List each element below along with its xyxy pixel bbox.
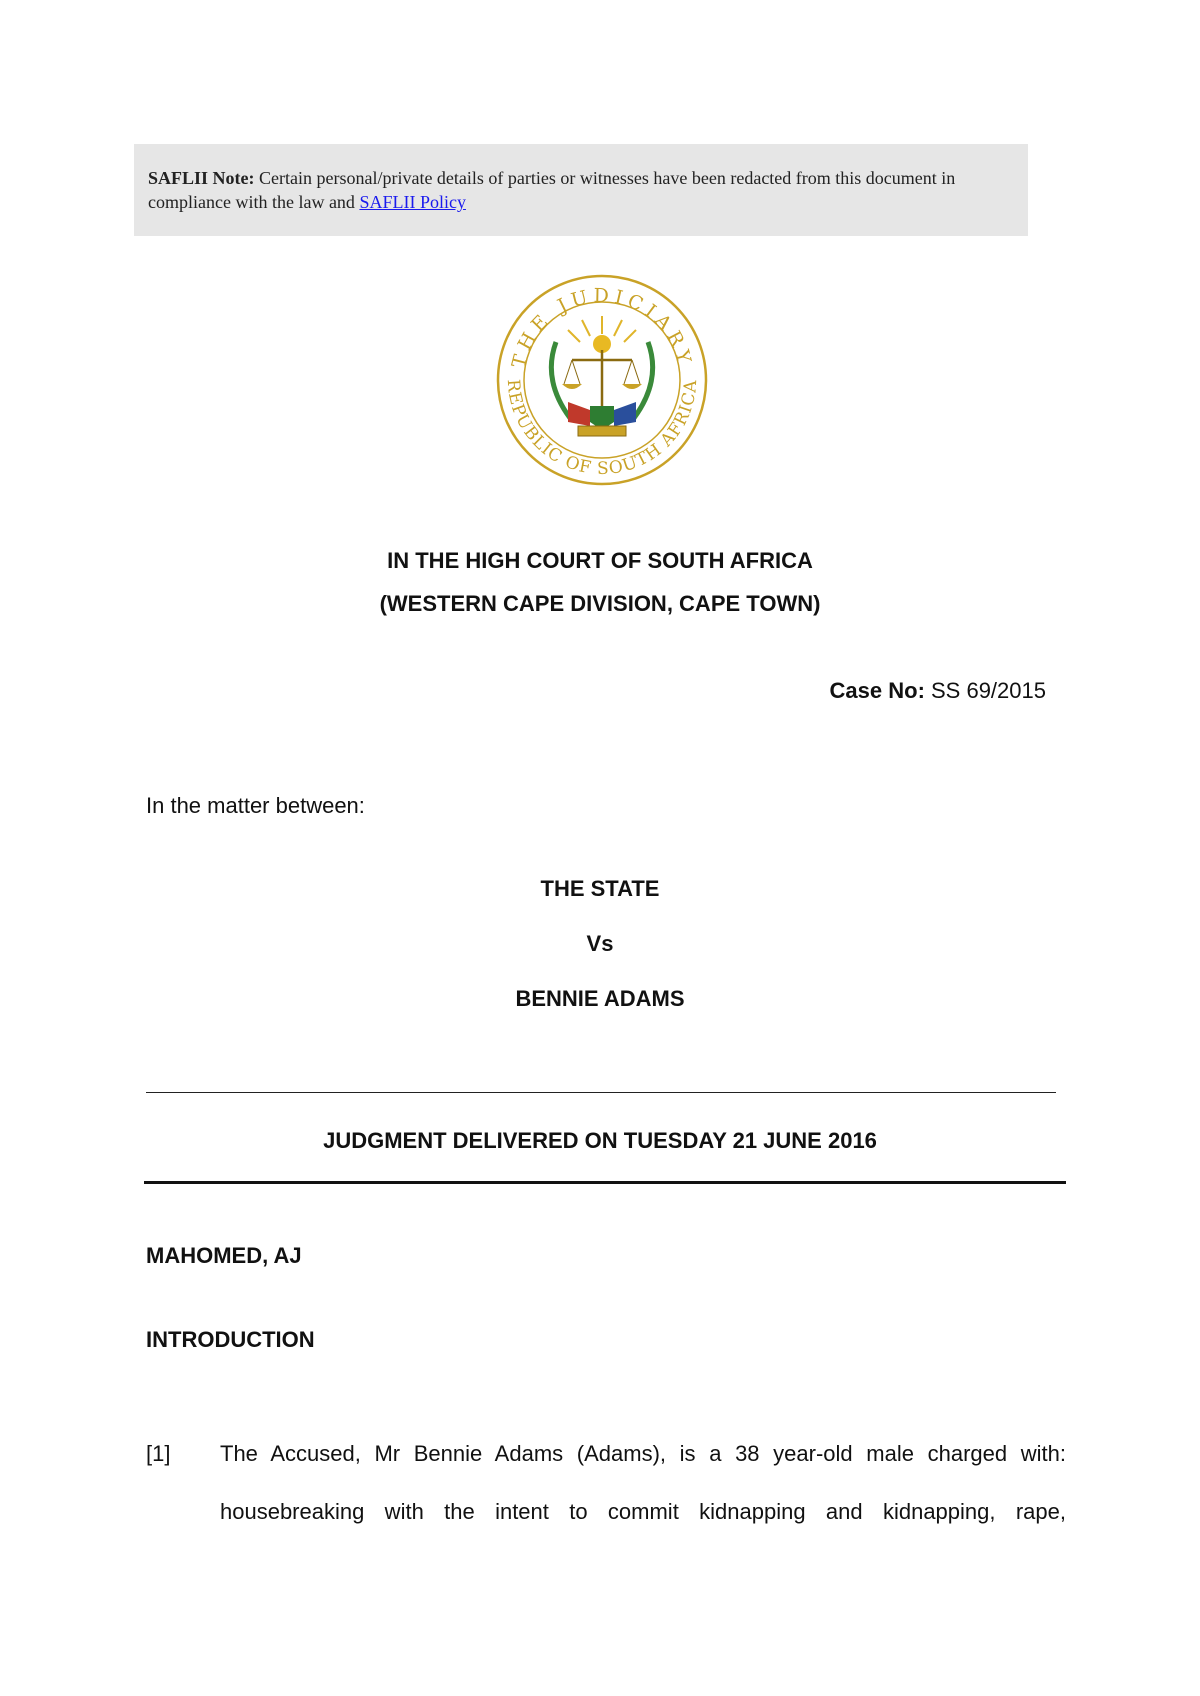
case-value: SS 69/2015 (924, 678, 1046, 703)
note-label: SAFLII Note: (148, 168, 255, 188)
paragraph-line-1: The Accused, Mr Bennie Adams (Adams), is a 38 year-old male charged with: (220, 1441, 1066, 1466)
saflii-note (134, 144, 1028, 236)
seal-top-text: THE JUDICIARY (507, 284, 697, 371)
case-label: Case No: (829, 678, 925, 703)
party-versus: Vs (586, 931, 614, 956)
section-heading: INTRODUCTION (146, 1327, 315, 1352)
saflii-policy-link[interactable]: SAFLII Policy (359, 192, 466, 212)
judge-name: MAHOMED, AJ (146, 1243, 302, 1268)
court-name: IN THE HIGH COURT OF SOUTH AFRICA (387, 548, 813, 573)
divider-top (146, 1092, 1056, 1093)
seal-bottom-text: REPUBLIC OF SOUTH AFRICA (502, 378, 702, 480)
paragraph-number: [1] (146, 1441, 171, 1466)
party-state: THE STATE (540, 876, 660, 901)
judgment-date: JUDGMENT DELIVERED ON TUESDAY 21 JUNE 2016 (323, 1128, 877, 1153)
divider-bottom (144, 1181, 1066, 1184)
judiciary-seal-logo (494, 272, 710, 488)
matter-between: In the matter between: (146, 793, 365, 818)
paragraph-line-2: housebreaking with the intent to commit kidnapping and kidnapping, rape, (220, 1499, 1066, 1524)
note-text: Certain personal/private details of parties or witnesses have been redacted from this document in compliance with the law and (148, 168, 956, 212)
case-number (830, 678, 1046, 704)
party-accused: BENNIE ADAMS (515, 986, 685, 1011)
court-division: (WESTERN CAPE DIVISION, CAPE TOWN) (379, 591, 821, 616)
